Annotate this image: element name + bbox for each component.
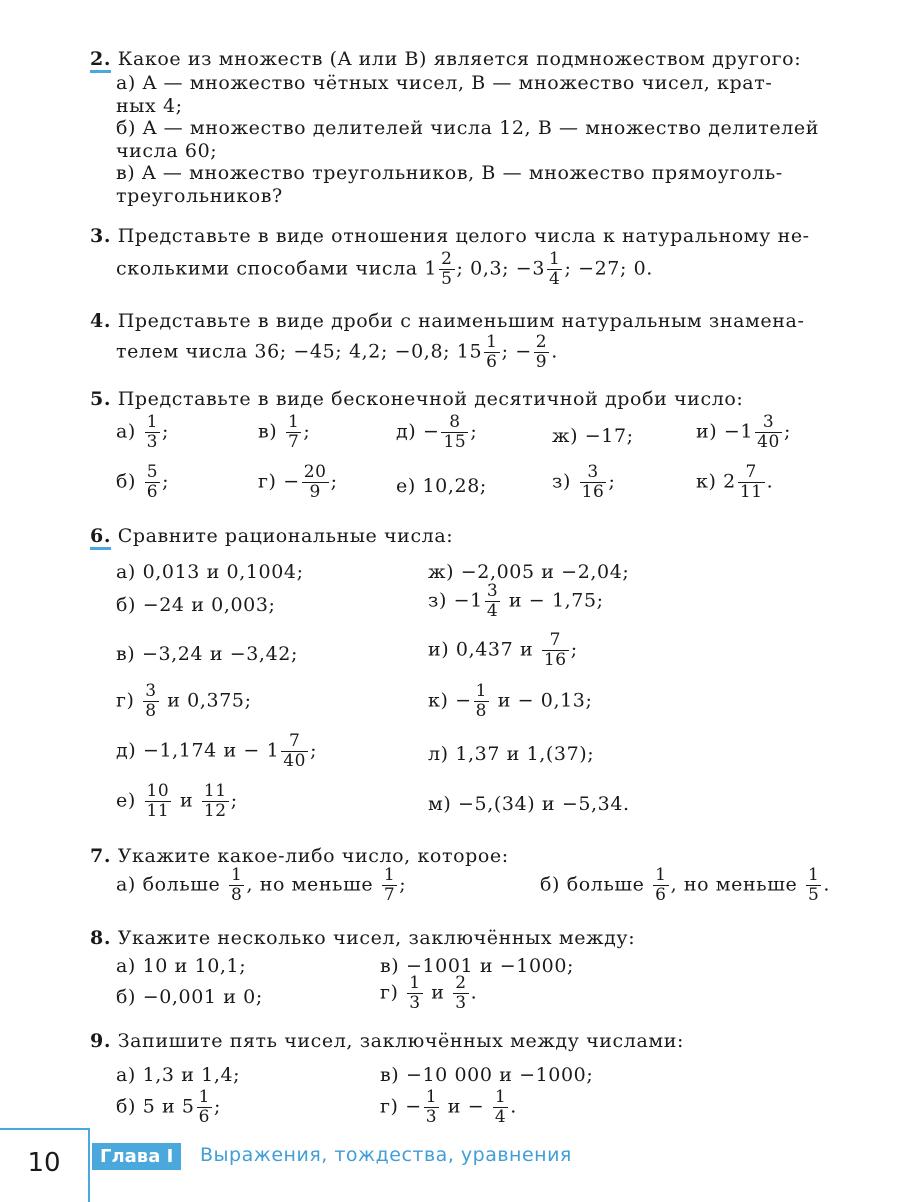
problem-3-line-1: 3. Представьте в виде отношения целого числа к натуральному не- bbox=[90, 225, 810, 247]
problem-9-item-g: г) − $\frac{1}{3}$ и − $\frac{1}{4}$ . bbox=[380, 1087, 517, 1127]
problem-5-item-e: е) 10,28; bbox=[396, 475, 487, 497]
problem-6-item-m: м) −5,(34) и −5,34. bbox=[428, 793, 630, 815]
problem-8-item-a: а) 10 и 10,1; bbox=[116, 955, 247, 977]
problem-5-item-i: и) −1 $\frac{3}{40}$ ; bbox=[696, 412, 791, 452]
problem-6-item-d: д) −1,174 и − 1 $\frac{7}{40}$ ; bbox=[116, 731, 318, 771]
problem-2-number: 2. bbox=[90, 48, 111, 73]
fraction: $\frac{2}{9}$ bbox=[535, 332, 548, 372]
problem-5-item-zh: ж) −17; bbox=[552, 425, 634, 447]
problem-9-line-1: 9. Запишите пять чисел, заключённых между числами: bbox=[90, 1030, 685, 1052]
problem-6-item-b: б) −24 и 0,003; bbox=[116, 594, 276, 616]
problem-5-item-k: к) 2 $\frac{7}{11}$ . bbox=[696, 462, 774, 502]
problem-6-item-k: к) − $\frac{1}{8}$ и − 0,13; bbox=[428, 681, 593, 721]
problem-6-item-zh: ж) −2,005 и −2,04; bbox=[428, 561, 630, 583]
problem-6-item-e: е) $\frac{10}{11}$ и $\frac{11}{12}$ ; bbox=[116, 781, 238, 821]
problem-2-line-2: а) A — множество чётных чисел, B — множество чисел, крат- bbox=[116, 72, 773, 94]
problem-8-item-g: г) $\frac{1}{3}$ и $\frac{2}{3}$ . bbox=[380, 973, 478, 1013]
problem-2-line-6: в) A — множество треугольников, B — множество прямоуголь- bbox=[116, 162, 783, 184]
problem-8-line-1: 8. Укажите несколько чисел, заключённых между: bbox=[90, 927, 636, 949]
chapter-label: Глава I bbox=[92, 1143, 181, 1170]
problem-2-line-4: б) A — множество делителей числа 12, B — множество делителей bbox=[116, 117, 820, 139]
problem-2-line-3: ных 4; bbox=[116, 95, 183, 117]
problem-5-item-a: а) $\frac{1}{3}$ ; bbox=[116, 412, 170, 452]
problem-9-item-b: б) 5 и 5 $\frac{1}{6}$ ; bbox=[116, 1087, 222, 1127]
problem-5-line-1: 5. Представьте в виде бесконечной десятичной дроби число: bbox=[90, 388, 744, 410]
problem-4-line-1: 4. Представьте в виде дроби с наименьшим натуральным знамена- bbox=[90, 310, 805, 332]
problem-5-item-b: б) $\frac{5}{6}$ ; bbox=[116, 462, 170, 502]
fraction: $\frac{1}{4}$ bbox=[549, 249, 561, 289]
problem-8-item-v: в) −1001 и −1000; bbox=[380, 955, 575, 977]
problem-5-item-z: з) $\frac{3}{16}$ ; bbox=[552, 462, 616, 502]
page-number: 10 bbox=[27, 1148, 61, 1178]
problem-6-item-g: г) $\frac{3}{8}$ и 0,375; bbox=[116, 681, 252, 721]
problem-9-item-a: а) 1,3 и 1,4; bbox=[116, 1064, 241, 1086]
problem-5-item-d: д) − $\frac{8}{15}$ ; bbox=[396, 412, 478, 452]
problem-5-item-v: в) $\frac{1}{7}$ ; bbox=[258, 412, 311, 452]
problem-2-line-5: числа 60; bbox=[116, 140, 218, 162]
problem-6-line-1: 6. Сравните рациональные числа: bbox=[90, 525, 453, 548]
problem-9-item-v: в) −10 000 и −1000; bbox=[380, 1064, 594, 1086]
problem-2-line-7: треугольников? bbox=[116, 185, 283, 207]
problem-6-item-z: з) −1 $\frac{3}{4}$ и − 1,75; bbox=[428, 581, 604, 621]
fraction: $\frac{2}{5}$ bbox=[441, 249, 453, 289]
problem-5-item-g: г) − $\frac{20}{9}$ ; bbox=[258, 462, 338, 502]
problem-7-item-a: а) больше $\frac{1}{8}$ , но меньше $\frac{1}{7}$ ; bbox=[116, 865, 407, 905]
problem-6-item-l: л) 1,37 и 1,(37); bbox=[428, 743, 595, 765]
problem-3-line-2: сколькими способами числа 1 $\frac{2}{5}$ ; 0,3; −3 $\frac{1}{4}$ ; −27; 0. bbox=[116, 249, 653, 289]
problem-7-item-b: б) больше $\frac{1}{6}$ , но меньше $\frac{1}{5}$ . bbox=[540, 865, 831, 905]
problem-2-line-1: 2. Какое из множеств (A или B) является подмножеством другого: bbox=[90, 48, 801, 71]
problem-7-line-1: 7. Укажите какое-либо число, которое: bbox=[90, 845, 509, 867]
problem-6-item-a: а) 0,013 и 0,1004; bbox=[116, 561, 304, 583]
chapter-title: Выражения, тождества, уравнения bbox=[200, 1144, 572, 1166]
problem-6-item-v: в) −3,24 и −3,42; bbox=[116, 643, 298, 665]
problem-4-line-2: телем числа 36; −45; 4,2; −0,8; 15 $\frac{1}{6}$ ; − $\frac{2}{9}$ . bbox=[116, 332, 558, 372]
fraction: $\frac{1}{6}$ bbox=[486, 332, 498, 372]
problem-6-item-i: и) 0,437 и $\frac{7}{16}$ ; bbox=[428, 630, 578, 670]
problem-8-item-b: б) −0,001 и 0; bbox=[116, 986, 263, 1008]
